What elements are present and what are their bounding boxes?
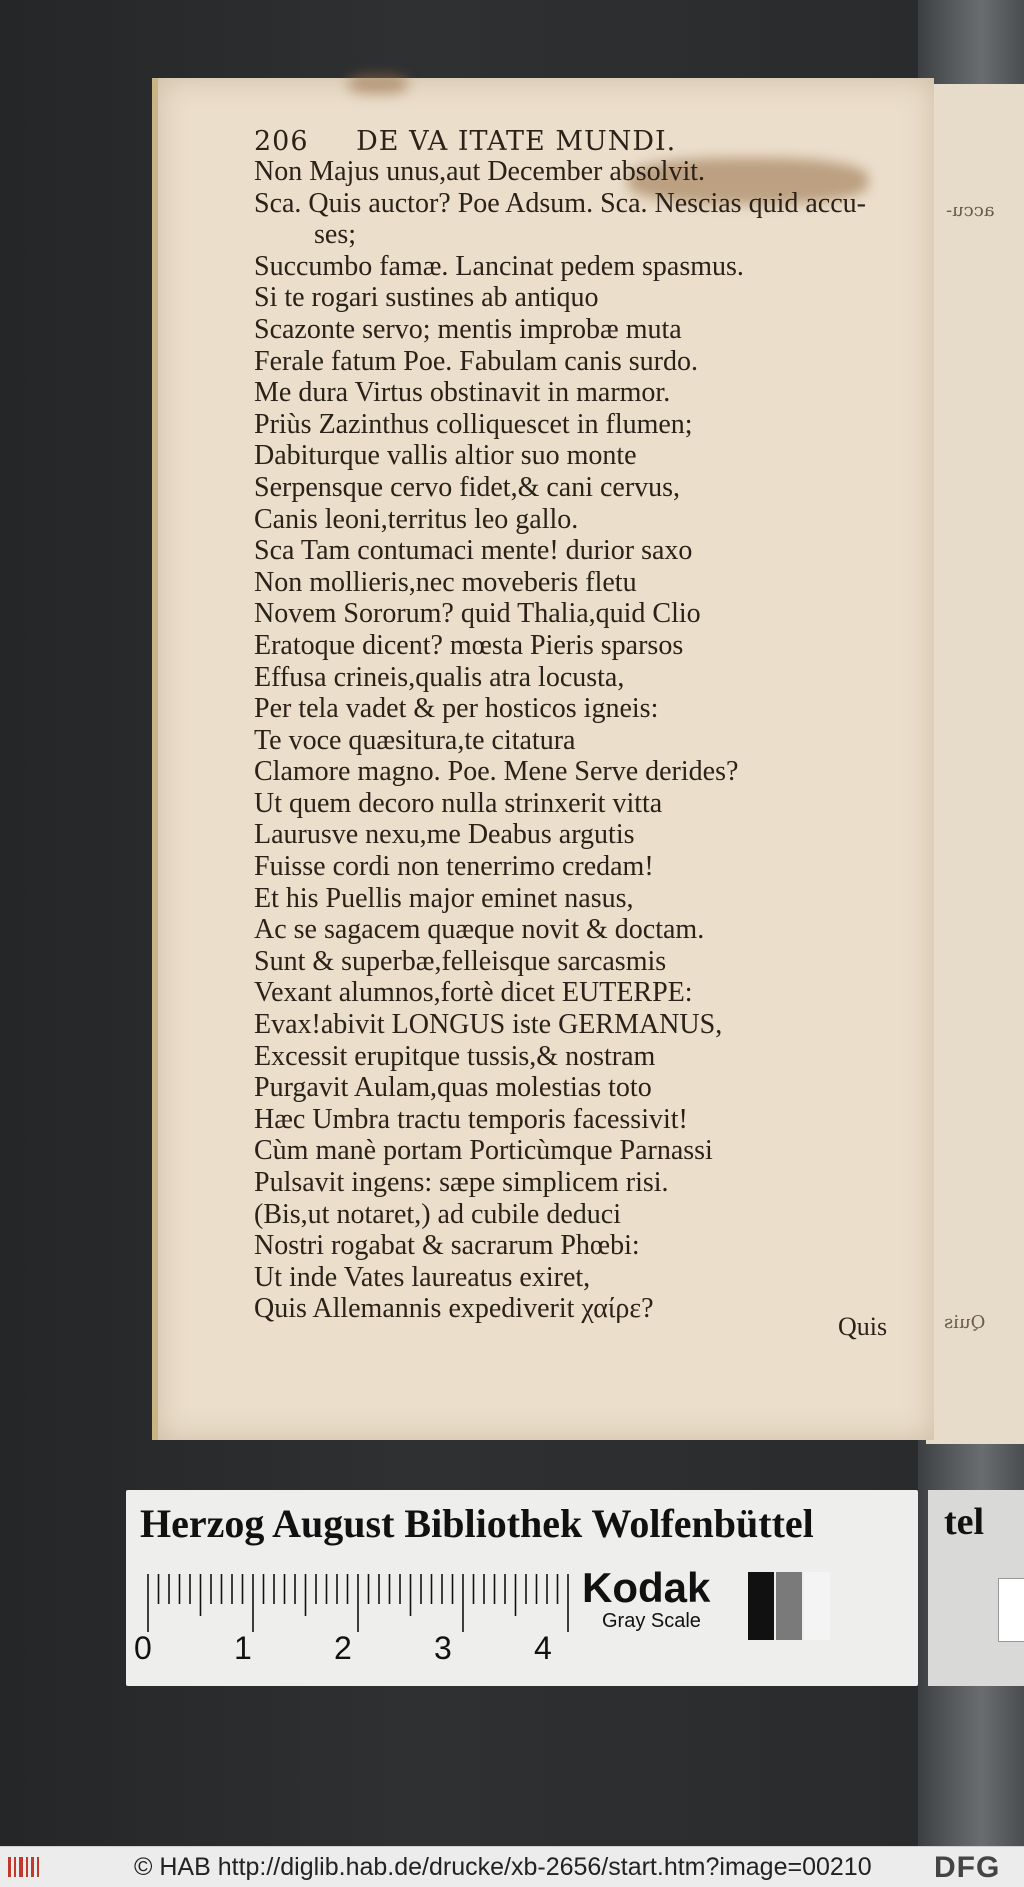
brand-subtitle: Gray Scale <box>602 1610 701 1632</box>
text-line: ses; <box>314 219 356 251</box>
library-name: Herzog August Bibliothek Wolfenbüttel <box>140 1501 814 1546</box>
text-line: Per tela vadet & per hosticos igneis: <box>254 693 659 725</box>
dfg-logo: DFG <box>934 1851 1001 1884</box>
text-line: Dabiturque vallis altior suo monte <box>254 440 637 472</box>
text-line: Excessit erupitque tussis,& nostram <box>254 1040 656 1072</box>
facing-page-fragment-bottom: Quis <box>944 1312 986 1333</box>
text-line: Cùm manè portam Porticùmque Parnassi <box>254 1135 713 1167</box>
scale-number: 4 <box>534 1630 552 1666</box>
text-line: Scazonte servo; mentis improbæ muta <box>254 313 682 345</box>
scale-number: 1 <box>234 1630 252 1666</box>
text-line: Ferale fatum Poe. Fabulam canis surdo. <box>254 345 699 377</box>
text-line: Et his Puellis major eminet nasus, <box>254 882 634 914</box>
text-line: Canis leoni,territus leo gallo. <box>254 503 579 535</box>
text-line: Serpensque cervo fidet,& cani cervus, <box>254 471 681 503</box>
text-line: Effusa crineis,qualis atra locusta, <box>254 661 625 693</box>
text-line: Nostri rogabat & sacrarum Phœbi: <box>254 1230 640 1262</box>
text-line: Laurusve nexu,me Deabus argutis <box>254 819 635 851</box>
library-name-fragment: tel <box>944 1501 985 1543</box>
text-line: Pulsavit ingens: sæpe simplicem risi. <box>254 1167 669 1198</box>
white-swatch <box>998 1578 1024 1642</box>
text-line: Sca. Quis auctor? Poe Adsum. Sca. Nescias quid accu- <box>254 187 866 219</box>
text-line: Priùs Zazinthus colliquescet in flumen; <box>254 408 693 440</box>
text-line: Purgavit Aulam,quas molestias toto <box>254 1072 652 1104</box>
page-number: 206 <box>254 126 309 157</box>
text-line: Eratoque dicent? mœsta Pieris sparsos <box>254 629 684 661</box>
scale-number: 2 <box>334 1630 352 1666</box>
text-line: Quis Allemannis expediverit χαίρε? <box>254 1293 654 1325</box>
scale-numbers <box>134 1630 594 1670</box>
footer-bar <box>0 1846 1024 1887</box>
gray-swatch <box>748 1572 774 1640</box>
text-line: Novem Sororum? quid Thalia,quid Clio <box>254 598 701 630</box>
text-line: Fuisse cordi non tenerrimo credam! <box>254 851 654 883</box>
page-header <box>254 126 894 157</box>
text-line: Non mollieris,nec moveberis fletu <box>254 566 637 598</box>
text-line: Ut quem decoro nulla strinxerit vitta <box>254 787 663 819</box>
text-line: Sca Tam contumaci mente! durior saxo <box>254 535 693 567</box>
scale-ruler <box>144 1574 574 1634</box>
color-calibration-strip <box>126 1490 918 1686</box>
color-strip-edge <box>928 1490 1024 1686</box>
text-line: Clamore magno. Poe. Mene Serve derides? <box>254 756 739 788</box>
text-line: (Bis,ut notaret,) ad cubile deduci <box>254 1198 621 1230</box>
scale-number: 0 <box>134 1630 152 1666</box>
text-line: Vexant alumnos,fortè dicet EUTERPE: <box>254 977 693 1009</box>
gray-swatch <box>804 1572 830 1640</box>
text-line: Me dura Virtus obstinavit in marmor. <box>254 377 671 409</box>
facing-page-fragment-top: accu- <box>946 200 995 221</box>
page-stain-small <box>348 74 408 94</box>
text-line: Sunt & superbæ,felleisque sarcasmis <box>254 945 667 977</box>
text-line: Succumbo famæ. Lancinat pedem spasmus. <box>254 250 744 282</box>
text-line: Ac se sagacem quæque novit & doctam. <box>254 914 705 946</box>
text-line: Evax!abivit LONGUS iste GERMANUS, <box>254 1009 723 1041</box>
barcode-logo-icon <box>6 1853 46 1881</box>
text-line: Si te rogari sustines ab antiquo <box>254 282 599 314</box>
copyright-link[interactable]: © HAB http://diglib.hab.de/drucke/xb-2656/start.htm?image=00210 <box>134 1853 872 1881</box>
scale-number: 3 <box>434 1630 452 1666</box>
verse-text <box>254 156 914 1325</box>
running-title: DE VA ITATE MUNDI. <box>356 126 677 157</box>
catchword: Quis <box>838 1312 888 1341</box>
text-line: Te voce quæsitura,te citatura <box>254 724 576 756</box>
text-line: Hæc Umbra tractu temporis facessivit! <box>254 1103 688 1135</box>
book-page <box>152 78 934 1440</box>
brand-name: Kodak <box>582 1564 711 1611</box>
text-line: Non Majus unus,aut December absolvit. <box>254 156 706 187</box>
gray-swatch <box>776 1572 802 1640</box>
text-line: Ut inde Vates laureatus exiret, <box>254 1261 591 1293</box>
facing-page <box>926 84 1024 1444</box>
